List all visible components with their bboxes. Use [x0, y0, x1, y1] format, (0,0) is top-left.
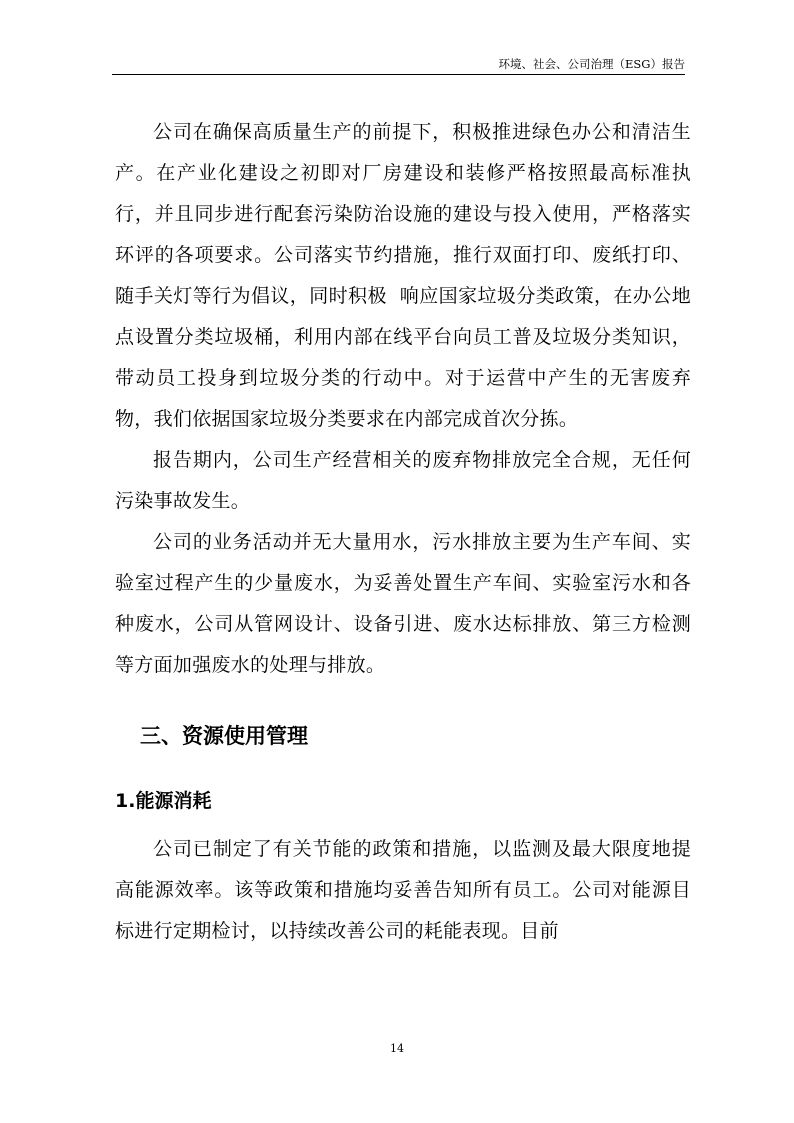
paragraph-green-office: 公司在确保高质量生产的前提下，积极推进绿色办公和清洁生产。在产业化建设之初即对厂房建设和装修严格按照最高标准执行，并且同步进行配套污染防治设施的建设与投入使用，严格落实环评的各项要求。公司落实节约措施，推行双面打印、废纸打印、随手关灯等行为倡议，同时积极 响应国家垃圾分类政策，在办公地点设置分类垃圾桶，利用内部在线平台向员工普及垃圾分类知识，带动员工投身到垃圾分类的行动中。对于运营中产生的无害废弃物，我们依据国家垃圾分类要求在内部完成首次分拣。: [115, 121, 691, 430]
paragraph-energy: 公司已制定了有关节能的政策和措施，以监测及最大限度地提高能源效率。该等政策和措施均妥善告知所有员工。公司对能源目标进行定期检讨，以持续改善公司的耗能表现。目前: [115, 838, 691, 942]
page-number: 14: [390, 1042, 404, 1055]
subsection-heading: 1.能源消耗: [115, 790, 212, 812]
paragraph-waste-compliance: 报告期内，公司生产经营相关的废弃物排放完全合规，无任何污染事故发生。: [115, 449, 691, 512]
report-header: [112, 58, 685, 75]
page-body: [115, 112, 691, 952]
paragraph-wastewater: 公司的业务活动并无大量用水，污水排放主要为生产车间、实验室过程产生的少量废水，为妥善处置生产车间、实验室污水和各种废水，公司从管网设计、设备引进、废水达标排放、第三方检测等方面加强废水的处理与排放。: [115, 531, 691, 676]
report-header-title: 环境、社会、公司治理（ESG）报告: [498, 57, 685, 71]
section-heading: 三、资源使用管理: [140, 724, 308, 748]
